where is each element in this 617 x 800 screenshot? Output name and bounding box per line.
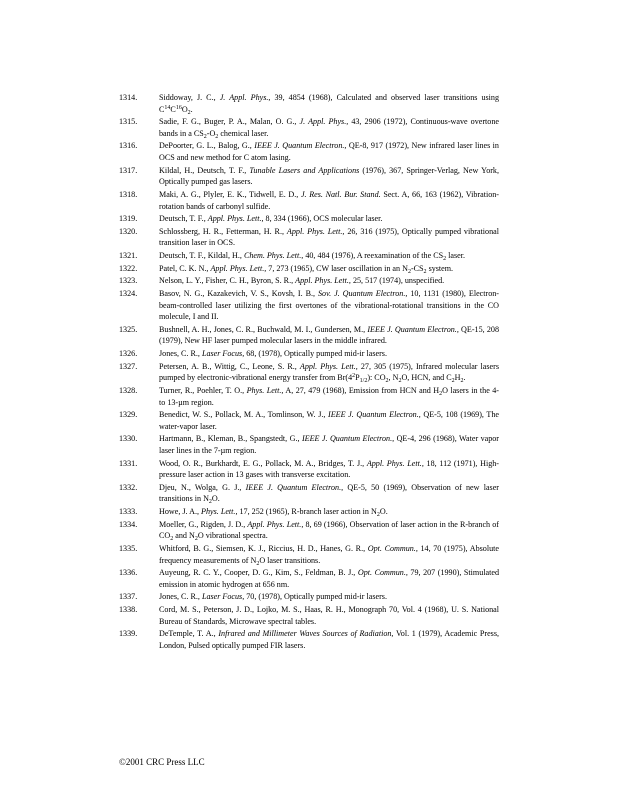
reference-entry bbox=[119, 189, 499, 212]
reference-text: DeTemple, T. A., Infrared and Millimeter Waves Sources of Radiation, Vol. 1 (1979), Academic Press, London, Pulsed optically pumped FIR lasers. bbox=[159, 629, 499, 650]
reference-entry bbox=[119, 433, 499, 456]
reference-text: Patel, C. K. N., Appl. Phys. Lett., 7, 273 (1965), CW laser oscillation in an $N_2-CS_2$ system. bbox=[159, 263, 454, 275]
reference-entry bbox=[119, 263, 499, 275]
reference-text: Benedict, W. S., Pollack, M. A., Tomlinson, W. J., IEEE J. Quantum Electron., QE-5, 108 (1969), The water-vapor laser. bbox=[159, 410, 499, 431]
reference-entry bbox=[119, 567, 499, 590]
reference-entry bbox=[119, 506, 499, 518]
reference-number: 1321. bbox=[119, 251, 138, 261]
reference-number: 1332. bbox=[119, 482, 138, 492]
reference-number: 1330. bbox=[119, 434, 138, 444]
reference-entry bbox=[119, 140, 499, 163]
reference-text: Deutsch, T. F., Appl. Phys. Lett., 8, 334 (1966), OCS molecular laser. bbox=[159, 214, 383, 224]
reference-number: 1334. bbox=[119, 519, 138, 529]
reference-number: 1318. bbox=[119, 189, 138, 199]
reference-text: Petersen, A. B., Wittig, C., Leone, S. R., Appl. Phys. Lett., 27, 305 (1975), Infrared molecular lasers pumped by electronic-vibrational energy transfer from $Br(4^2P_{1/2})$: $CO_2$, $N_2O$, HCN, and $C_2H_2$. bbox=[159, 361, 499, 385]
reference-number: 1338. bbox=[119, 605, 138, 615]
reference-text: Sadie, F. G., Buger, P. A., Malan, O. G., J. Appl. Phys., 43, 2906 (1972), Continuous-wave overtone bands in a $CS_2-O_2$ chemical laser. bbox=[159, 117, 499, 140]
reference-number: 1329. bbox=[119, 410, 138, 420]
reference-text: Bushnell, A. H., Jones, C. R., Buchwald, M. I., Gundersen, M., IEEE J. Quantum Electron., QE-15, 208 (1979), New HF laser pumped molecular lasers in the middle infrared. bbox=[159, 324, 499, 346]
reference-text: DePoorter, G. L., Balog, G., IEEE J. Quantum Electron., QE-8, 917 (1972), New infrared laser lines in OCS and new method for C atom lasing. bbox=[159, 141, 499, 163]
reference-entry bbox=[119, 116, 499, 139]
reference-text: Howe, J. A., Phys. Lett., 17, 252 (1965), R-branch laser action in $N_2O$. bbox=[159, 507, 388, 519]
reference-entry bbox=[119, 458, 499, 481]
reference-entry bbox=[119, 348, 499, 360]
reference-text: Cord, M. S., Peterson, J. D., Lojko, M. S., Haas, R. H., Monograph 70, Vol. 4 (1968), U. S. National Bureau of Standards, Microwave spectral tables. bbox=[159, 605, 499, 626]
reference-entry bbox=[119, 165, 499, 188]
reference-text: Maki, A. G., Plyler, E. K., Tidwell, E. D., J. Res. Natl. Bur. Stand. Sect. A, 66, 163 (1962), Vibration-rotation bands of carbonyl sulfide. bbox=[159, 189, 499, 211]
reference-entry bbox=[119, 482, 499, 505]
reference-text: Djeu, N., Wolga, G. J., IEEE J. Quantum Electron., QE-5, 50 (1969), Observation of new laser transitions in $N_2O$. bbox=[159, 482, 499, 506]
reference-text: Kildal, H., Deutsch, T. F., Tunable Lasers and Applications (1976), 367, Springer-Verlag, New York, Optically pumped gas lasers. bbox=[159, 165, 500, 187]
reference-text: Schlossberg, H. R., Fetterman, H. R., Appl. Phys. Lett., 26, 316 (1975), Optically pumped vibrational transition laser in OCS. bbox=[159, 226, 499, 248]
copyright-footer: ©2001 CRC Press LLC bbox=[119, 757, 205, 767]
reference-number: 1333. bbox=[119, 507, 138, 517]
reference-text: Basov, N. G., Kazakevich, V. S., Kovsh, I. B., Sov. J. Quantum Electron., 10, 1131 (1980), Electron-beam-controlled laser utilizing the first overtones of the vibrational-rotational transitions in the CO molecule, I and II. bbox=[159, 288, 499, 322]
reference-text: Auyeung, R. C. Y., Cooper, D. G., Kim, S., Feldman, B. J., Opt. Commun., 79, 207 (1990), Stimulated emission in atomic hydrogen at 656 nm. bbox=[159, 568, 499, 589]
reference-number: 1323. bbox=[119, 276, 138, 286]
reference-text: Turner, R., Poehler, T. O., Phys. Lett., A, 27, 479 (1968), Emission from HCN and $H_2O$ lasers in the 4- to 13-µm region. bbox=[159, 385, 499, 407]
reference-entry bbox=[119, 213, 499, 225]
reference-text: Moeller, G., Rigden, J. D., Appl. Phys. Lett., 8, 69 (1966), Observation of laser action in the R-branch of $CO_2$ and $N_2O$ vibrational spectra. bbox=[159, 519, 499, 543]
reference-entry bbox=[119, 250, 499, 262]
reference-number: 1322. bbox=[119, 263, 138, 273]
reference-entry bbox=[119, 409, 499, 432]
reference-number: 1326. bbox=[119, 349, 138, 359]
reference-number: 1337. bbox=[119, 592, 138, 602]
reference-text: Jones, C. R., Laser Focus, 68, (1978), Optically pumped mid-ir lasers. bbox=[159, 349, 387, 359]
reference-entry bbox=[119, 628, 499, 651]
reference-number: 1324. bbox=[119, 288, 138, 298]
reference-text: Nelson, L. Y., Fisher, C. H., Byron, S. R., Appl. Phys. Lett., 25, 517 (1974), unspecified. bbox=[159, 276, 445, 286]
reference-text: Hartmann, B., Kleman, B., Spangstedt, G., IEEE J. Quantum Electron., QE-4, 296 (1968), Water vapor laser lines in the 7-µm region. bbox=[159, 434, 500, 455]
reference-number: 1314. bbox=[119, 93, 138, 102]
reference-text: Deutsch, T. F., Kildal, H., Chem. Phys. Lett., 40, 484 (1976), A reexamination of the $CS_2$ laser. bbox=[159, 251, 466, 263]
reference-number: 1319. bbox=[119, 214, 138, 224]
reference-text: Whitford, B. G., Siemsen, K. J., Riccius, H. D., Hanes, G. R., Opt. Commun., 14, 70 (1975), Absolute frequency measurements of $N_2O$ laser transitions. bbox=[159, 543, 499, 567]
reference-number: 1336. bbox=[119, 568, 138, 578]
reference-entry bbox=[119, 604, 499, 627]
reference-number: 1315. bbox=[119, 117, 138, 127]
reference-number: 1317. bbox=[119, 165, 138, 175]
reference-entry bbox=[119, 92, 499, 115]
reference-entry bbox=[119, 226, 499, 249]
reference-number: 1320. bbox=[119, 226, 138, 236]
reference-number: 1339. bbox=[119, 629, 138, 639]
reference-number: 1325. bbox=[119, 324, 138, 334]
reference-number: 1328. bbox=[119, 385, 138, 395]
reference-text: Siddoway, J. C., J. Appl. Phys., 39, 4854 (1968), Calculated and observed laser transitions using $C^{14}C^{16}O_2$. bbox=[159, 93, 499, 116]
reference-entry bbox=[119, 275, 499, 287]
reference-text: Jones, C. R., Laser Focus, 70, (1978), Optically pumped mid-ir lasers. bbox=[159, 592, 387, 602]
reference-number: 1335. bbox=[119, 543, 138, 553]
reference-entry bbox=[119, 324, 499, 347]
reference-entry bbox=[119, 288, 499, 323]
reference-entry bbox=[119, 519, 499, 542]
reference-list bbox=[119, 92, 499, 653]
reference-entry bbox=[119, 385, 499, 408]
reference-entry bbox=[119, 543, 499, 566]
reference-text: Wood, O. R., Burkhardt, E. G., Pollack, M. A., Bridges, T. J., Appl. Phys. Lett., 18, 112 (1971), High-pressure laser action in 13 gases with transverse excitation. bbox=[159, 458, 499, 480]
reference-number: 1327. bbox=[119, 361, 138, 371]
reference-number: 1331. bbox=[119, 458, 138, 468]
reference-entry bbox=[119, 361, 499, 384]
reference-entry bbox=[119, 591, 499, 603]
reference-number: 1316. bbox=[119, 141, 138, 151]
